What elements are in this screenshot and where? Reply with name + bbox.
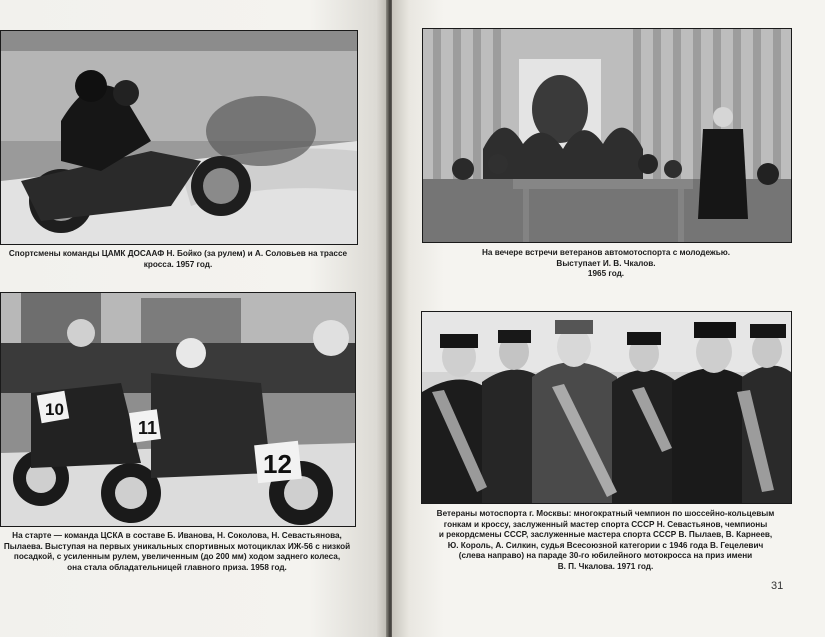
photo-veterans-evening-image: [423, 29, 791, 242]
photo-sidecar-image: [1, 31, 357, 244]
right-page: [392, 0, 825, 637]
left-page: [0, 0, 388, 637]
caption-line: и рекордсмены СССР, заслуженные мастера спорта СССР В. Пылаев, В. Карнеев,: [438, 530, 773, 539]
caption-line: Пылаева. Выступая на первых уникальных спортивных мотоциклах ИЖ-56 с низкой: [3, 541, 351, 551]
caption-line: посадкой, с усиленным рулем, увеличенным (до 200 мм) ходом заднего колеса,: [13, 552, 341, 561]
caption-sidecar-cross: [0, 249, 356, 270]
caption-line: гонкам и кроссу, заслуженный мастер спорта СССР Н. Севастьянов, чемпионы: [443, 519, 768, 529]
photo-veterans-parade: [421, 311, 792, 504]
photo-veterans-parade-image: [422, 312, 791, 503]
caption-veterans-parade: [421, 509, 790, 572]
bike-number-11: 11: [138, 418, 158, 438]
caption-line: Выступает И. В. Чкалов.: [556, 258, 656, 268]
caption-line: Ветераны мотоспорта г. Москвы: многократный чемпион по шоссейно-кольцевым: [436, 509, 775, 518]
caption-line: (слева направо) на параде 30-го юбилейного мотокросса на приз имени: [458, 551, 753, 560]
photo-start-line: [0, 292, 356, 527]
page-number: 31: [771, 580, 784, 592]
caption-line: На вечере встречи ветеранов автомотоспорта с молодежью.: [481, 248, 731, 257]
caption-start-line: [0, 531, 354, 573]
photo-start-line-image: [1, 293, 355, 526]
bike-number-10: 10: [45, 400, 64, 419]
caption-veterans-evening: [422, 248, 790, 280]
caption-line: 1965 год.: [587, 269, 625, 278]
bike-number-12: 12: [263, 449, 292, 479]
caption-line: Спортсмены команды ЦАМК ДОСААФ Н. Бойко (за рулем) и А. Соловьев на трассе: [8, 249, 348, 258]
caption-line: она стала обладательницей главного приза. 1958 год.: [67, 562, 287, 572]
caption-line: В. П. Чкалова. 1971 год.: [557, 561, 654, 571]
photo-veterans-evening: [422, 28, 792, 243]
photo-sidecar-cross: [0, 30, 358, 245]
caption-line: Ю. Король, А. Силкин, судья Всесоюзной категории с 1946 года В. Гецелевич: [447, 540, 764, 550]
caption-line: На старте — команда ЦСКА в составе Б. Иванова, Н. Соколова, Н. Севастьянова,: [12, 531, 342, 540]
caption-line: кросса. 1957 год.: [143, 259, 213, 269]
